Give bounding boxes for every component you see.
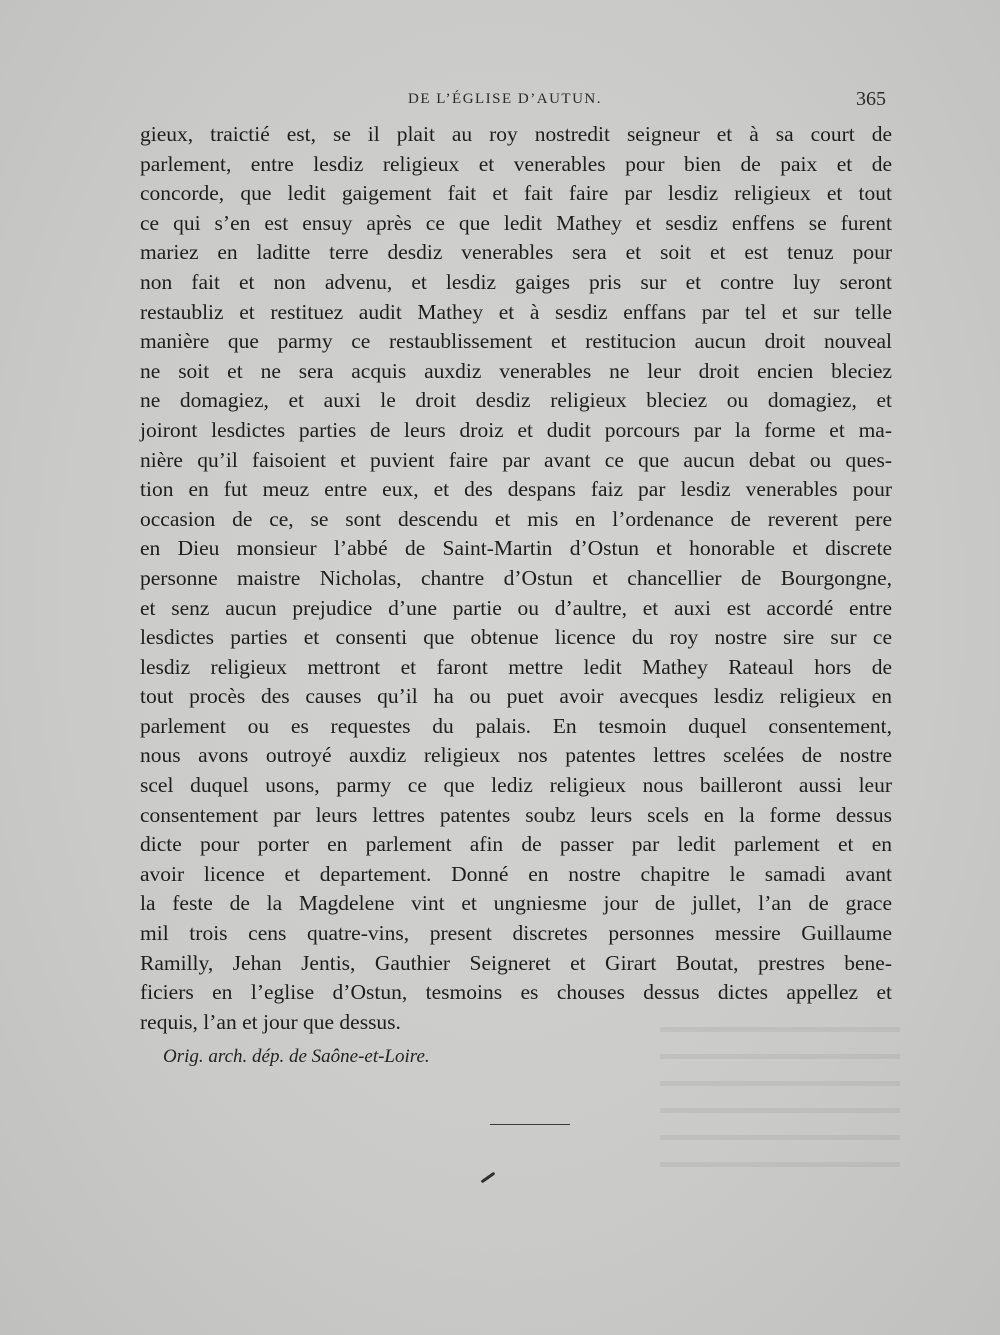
text-line: non fait et non advenu, et lesdiz gaiges pris sur et contre luy seront xyxy=(140,269,892,294)
page-number: 365 xyxy=(856,88,886,110)
text-line: la feste de la Magdelene vint et ungniesme jour de jullet, l’an de grace xyxy=(140,891,892,916)
text-line: mil trois cens quatre-vins, present discretes personnes messire Guillaume xyxy=(140,921,892,946)
text-line: manière que parmy ce restaublissement et restitucion aucun droit nouveal xyxy=(140,329,892,354)
text-line: parlement, entre lesdiz religieux et venerables pour bien de paix et de xyxy=(140,151,892,176)
text-line: en Dieu monsieur l’abbé de Saint-Martin d’Ostun et honorable et discrete xyxy=(140,536,892,561)
text-line: lesdiz religieux mettront et faront mettre ledit Mathey Rateaul hors de xyxy=(140,654,892,679)
body-text xyxy=(140,120,892,1037)
text-line: nous avons outroyé auxdiz religieux nos patentes lettres scelées de nostre xyxy=(140,743,892,768)
text-line: ne domagiez, et auxi le droit desdiz religieux bleciez ou domagiez, et xyxy=(140,388,892,413)
text-line: Ramilly, Jehan Jentis, Gauthier Seigneret et Girart Boutat, prestres bene- xyxy=(140,950,892,975)
text-line: scel duquel usons, parmy ce que lediz religieux nous bailleront aussi leur xyxy=(140,773,892,798)
text-line: avoir licence et departement. Donné en nostre chapitre le samadi avant xyxy=(140,861,892,886)
text-line: nière qu’il faisoient et puvient faire par avant ce que aucun debat ou ques- xyxy=(140,447,892,472)
text-line: occasion de ce, se sont descendu et mis en l’ordenance de reverent pere xyxy=(140,506,892,531)
text-line: lesdictes parties et consenti que obtenue licence du roy nostre sire sur ce xyxy=(140,625,892,650)
text-line: dicte pour porter en parlement afin de passer par ledit parlement et en xyxy=(140,832,892,857)
text-line: tion en fut meuz entre eux, et des despans faiz par lesdiz venerables pour xyxy=(140,477,892,502)
source-note: Orig. arch. dép. de Saône-et-Loire. xyxy=(163,1046,430,1067)
text-line: concorde, que ledit gaigement fait et fait faire par lesdiz religieux et tout xyxy=(140,181,892,206)
text-line: et senz aucun prejudice d’une partie ou d’aultre, et auxi est accordé entre xyxy=(140,595,892,620)
text-line: consentement par leurs lettres patentes soubz leurs scels en la forme dessus xyxy=(140,802,892,827)
text-line-last: requis, l’an et jour que dessus. xyxy=(140,1009,401,1034)
end-rule xyxy=(490,1124,570,1125)
text-line: gieux, traictié est, se il plait au roy nostredit seigneur et à sa court de xyxy=(140,122,892,146)
text-line: mariez en laditte terre desdiz venerables sera et soit et est tenuz pour xyxy=(140,240,892,265)
text-line: restaubliz et restituez audit Mathey et à sesdiz enffans par tel et sur telle xyxy=(140,299,892,324)
text-line: personne maistre Nicholas, chantre d’Ostun et chancellier de Bourgongne, xyxy=(140,565,892,590)
text-line: ficiers en l’eglise d’Ostun, tesmoins es chouses dessus dictes appellez et xyxy=(140,980,892,1005)
page-header xyxy=(140,88,890,116)
stray-mark xyxy=(481,1172,496,1184)
text-line: parlement ou es requestes du palais. En tesmoin duquel consentement, xyxy=(140,713,892,738)
text-line: joiront lesdictes parties de leurs droiz et dudit porcours par la forme et ma- xyxy=(140,417,892,442)
text-line: ce qui s’en est ensuy après ce que ledit Mathey et sesdiz enffens se furent xyxy=(140,210,892,235)
text-line: tout procès des causes qu’il ha ou puet avoir avecques lesdiz religieux en xyxy=(140,684,892,709)
text-line: ne soit et ne sera acquis auxdiz venerables ne leur droit encien bleciez xyxy=(140,358,892,383)
running-head: DE L’ÉGLISE D’AUTUN. xyxy=(408,91,603,107)
